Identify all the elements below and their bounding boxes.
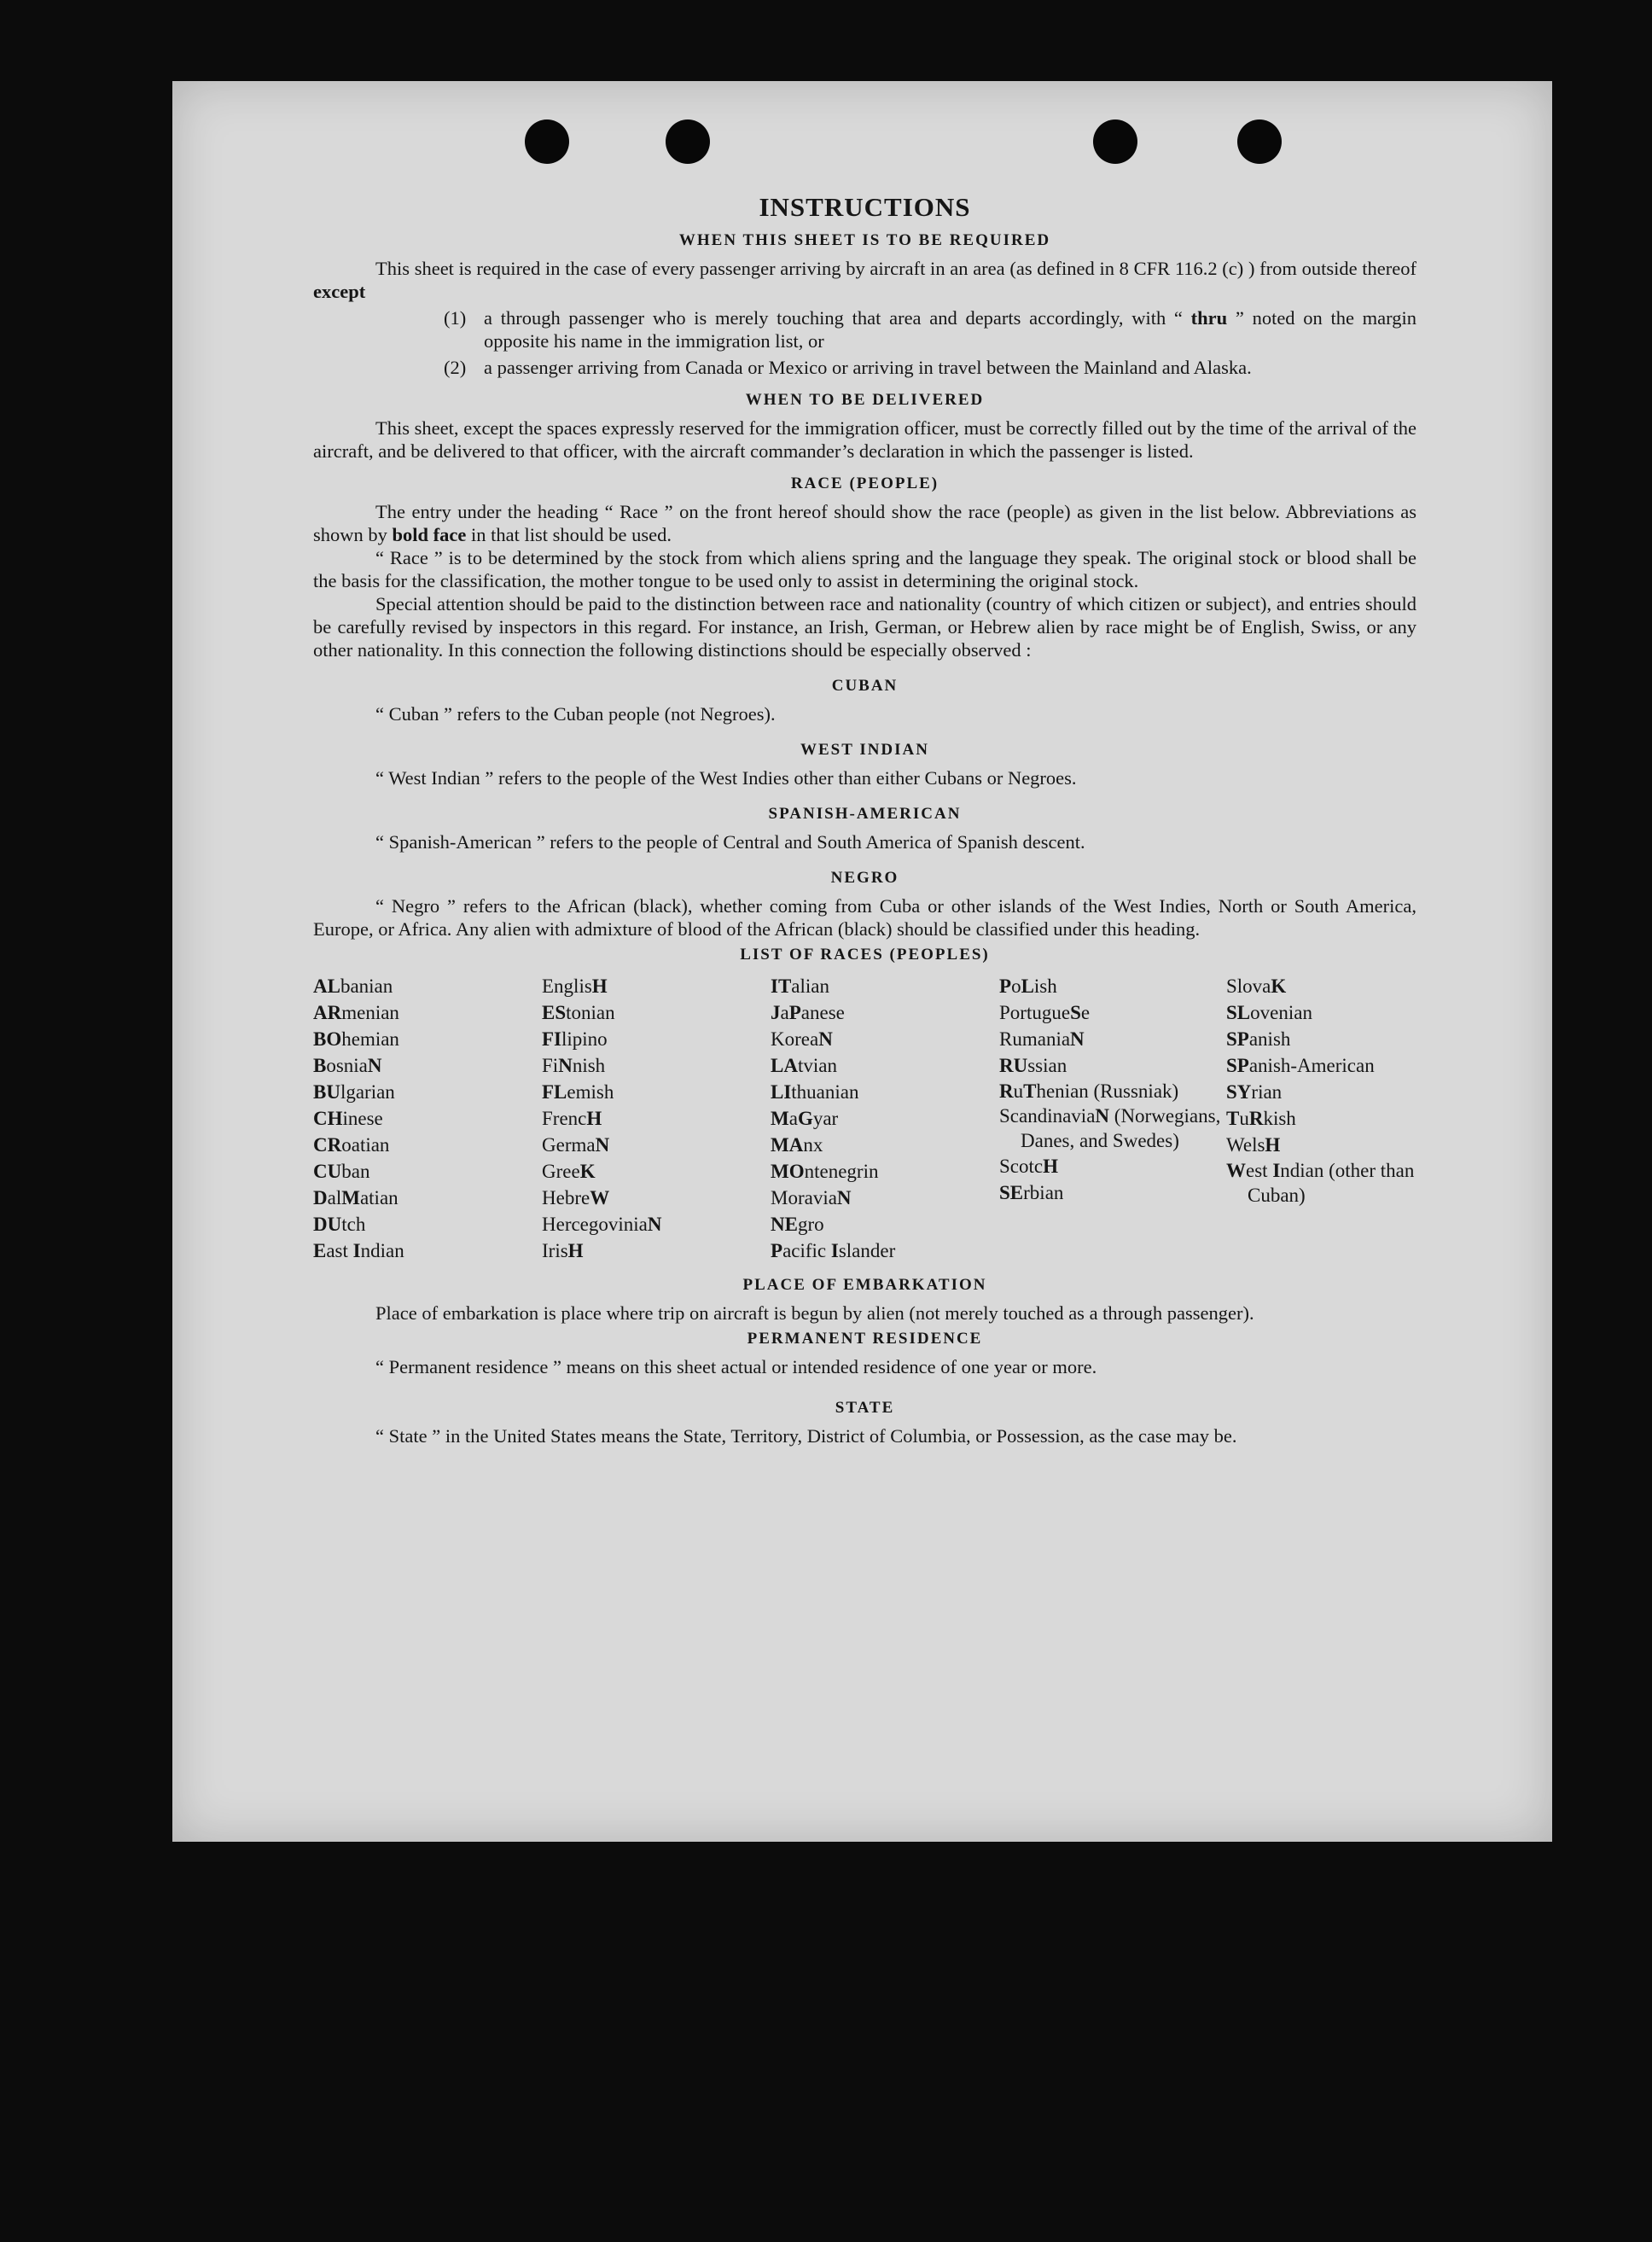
race-entry: SErbian — [999, 1182, 1064, 1203]
section-heading-when-delivered: WHEN TO BE DELIVERED — [745, 391, 985, 409]
race-entry: DUtch — [313, 1214, 366, 1235]
race-entry: KoreaN — [771, 1028, 833, 1050]
document-sheet — [172, 81, 1552, 1842]
section-heading-negro: NEGRO — [830, 869, 899, 887]
section-heading-race: RACE (PEOPLE) — [790, 475, 939, 492]
race-entry: MaGyar — [771, 1108, 839, 1129]
races-table — [313, 973, 1416, 1264]
race-entry: EStonian — [542, 1002, 615, 1023]
when-required-intro: This sheet is required in the case of every passenger arriving by aircraft in an area (as defined in 8 CFR 116.2 (c) ) from outside thereof except — [313, 258, 1416, 302]
cuban-text: “ Cuban ” refers to the Cuban people (not Negroes). — [375, 703, 776, 725]
race-entry: WelsH — [1226, 1134, 1281, 1156]
race-entry: PoLish — [999, 975, 1057, 997]
section-heading-spanish-american: SPANISH-AMERICAN — [768, 805, 962, 823]
races-column — [313, 973, 542, 1264]
races-column — [999, 973, 1226, 1264]
section-heading-place-of-embarkation: PLACE OF EMBARKATION — [742, 1276, 987, 1294]
race-entry: LIthuanian — [771, 1081, 859, 1103]
race-entry: ScandinaviaN (Norwegians, Danes, and Swedes) — [999, 1105, 1221, 1151]
negro-text: “ Negro ” refers to the African (black), whether coming from Cuba or other islands of the West Indies, North or South America, Europe, or Africa. Any alien with admixture of blood of the African (black) should be classified under this heading. — [313, 895, 1416, 940]
races-column — [771, 973, 999, 1264]
race-entry: ALbanian — [313, 975, 393, 997]
race-entry: ARmenian — [313, 1002, 399, 1023]
race-entry: SLovenian — [1226, 1002, 1312, 1023]
punch-hole — [1093, 119, 1137, 164]
punch-hole — [666, 119, 710, 164]
race-paragraph-2: “ Race ” is to be determined by the stock from which aliens spring and the language they speak. The original stock or blood shall be the basis for the classification, the mother tongue to be used only to assist in determining the original stock. — [313, 547, 1416, 591]
when-delivered-text: This sheet, except the spaces expressly reserved for the immigration officer, must be correctly filled out by the time of the arrival of the aircraft, and be delivered to that officer, with the aircraft commander’s declaration in which the passenger is listed. — [313, 417, 1416, 462]
punch-hole — [525, 119, 569, 164]
section-heading-permanent-residence: PERMANENT RESIDENCE — [747, 1330, 983, 1348]
section-heading-list-of-races: LIST OF RACES (PEOPLES) — [740, 946, 990, 964]
section-heading-when-required: WHEN THIS SHEET IS TO BE REQUIRED — [678, 231, 1051, 249]
race-entry: RumaniaN — [999, 1028, 1085, 1050]
race-entry: SYrian — [1226, 1081, 1283, 1103]
race-entry: JaPanese — [771, 1002, 845, 1023]
punch-hole — [1237, 119, 1282, 164]
exception-item: (2) a passenger arriving from Canada or Mexico or arriving in travel between the Mainland and Alaska. — [444, 357, 1252, 378]
race-entry: FLemish — [542, 1081, 614, 1103]
exception-item: (1) a through passenger who is merely touching that area and departs accordingly, with “ thru ” noted on the margin opposite his name in the immigration list, or — [444, 307, 1417, 352]
race-entry: PortugueSe — [999, 1002, 1091, 1023]
race-entry: MOntenegrin — [771, 1161, 879, 1182]
race-entry: BUlgarian — [313, 1081, 395, 1103]
race-entry: HebreW — [542, 1187, 610, 1208]
race-entry: MAnx — [771, 1134, 823, 1156]
race-entry: EnglisH — [542, 975, 608, 997]
race-entry: RuThenian (Russniak) — [999, 1080, 1179, 1102]
race-paragraph-1: The entry under the heading “ Race ” on the front hereof should show the race (people) as given in the list below. Abbreviations as shown by bold face in that list should be used. — [313, 501, 1416, 545]
exception-list — [313, 306, 1416, 379]
race-entry: HercegoviniaN — [542, 1214, 662, 1235]
race-entry: LAtvian — [771, 1055, 837, 1076]
race-entry: ITalian — [771, 975, 829, 997]
race-entry: SPanish — [1226, 1028, 1291, 1050]
section-heading-west-indian: WEST INDIAN — [800, 741, 929, 759]
state-text: “ State ” in the United States means the State, Territory, District of Columbia, or Possession, as the case may be. — [375, 1425, 1237, 1447]
race-entry: FIlipino — [542, 1028, 608, 1050]
permanent-residence-text: “ Permanent residence ” means on this sheet actual or intended residence of one year or more. — [375, 1356, 1097, 1377]
race-entry: SlovaK — [1226, 975, 1287, 997]
races-column — [542, 973, 771, 1264]
section-heading-cuban: CUBAN — [831, 677, 899, 695]
race-entry: GermaN — [542, 1134, 610, 1156]
race-paragraph-3: Special attention should be paid to the distinction between race and nationality (country of which citizen or subject), and entries should be carefully revised by inspectors in this regard. For instance, an Irish, German, or Hebrew alien by race might be of English, Swiss, or any other nationality. In this connection the following distinctions should be especially observed : — [313, 593, 1416, 661]
race-entry: MoraviaN — [771, 1187, 852, 1208]
race-entry: West Indian (other than Cuban) — [1226, 1160, 1415, 1206]
race-entry: DalMatian — [313, 1187, 398, 1208]
spanish-american-text: “ Spanish-American ” refers to the people of Central and South America of Spanish descent. — [375, 831, 1085, 853]
race-entry: FrencH — [542, 1108, 602, 1129]
race-entry: IrisH — [542, 1240, 584, 1261]
race-entry: East Indian — [313, 1240, 404, 1261]
race-entry: BOhemian — [313, 1028, 399, 1050]
race-entry: Pacific Islander — [771, 1240, 896, 1261]
west-indian-text: “ West Indian ” refers to the people of the West Indies other than either Cubans or Negroes. — [375, 767, 1077, 789]
race-entry: NEgro — [771, 1214, 824, 1235]
race-entry: ScotcH — [999, 1156, 1058, 1177]
race-entry: CHinese — [313, 1108, 383, 1129]
race-entry: RUssian — [999, 1055, 1067, 1076]
race-entry: GreeK — [542, 1161, 596, 1182]
document-title: INSTRUCTIONS — [759, 192, 971, 222]
document-body — [313, 192, 1416, 1447]
race-entry: BosniaN — [313, 1055, 382, 1076]
race-entry: CUban — [313, 1161, 370, 1182]
race-entry: TuRkish — [1226, 1108, 1296, 1129]
section-heading-state: STATE — [835, 1399, 895, 1417]
race-entry: CRoatian — [313, 1134, 390, 1156]
race-entry: SPanish-American — [1226, 1055, 1375, 1076]
place-of-embarkation-text: Place of embarkation is place where trip on aircraft is begun by alien (not merely touched as a through passenger). — [375, 1302, 1254, 1324]
race-entry: FiNnish — [542, 1055, 606, 1076]
races-column — [1226, 973, 1416, 1264]
